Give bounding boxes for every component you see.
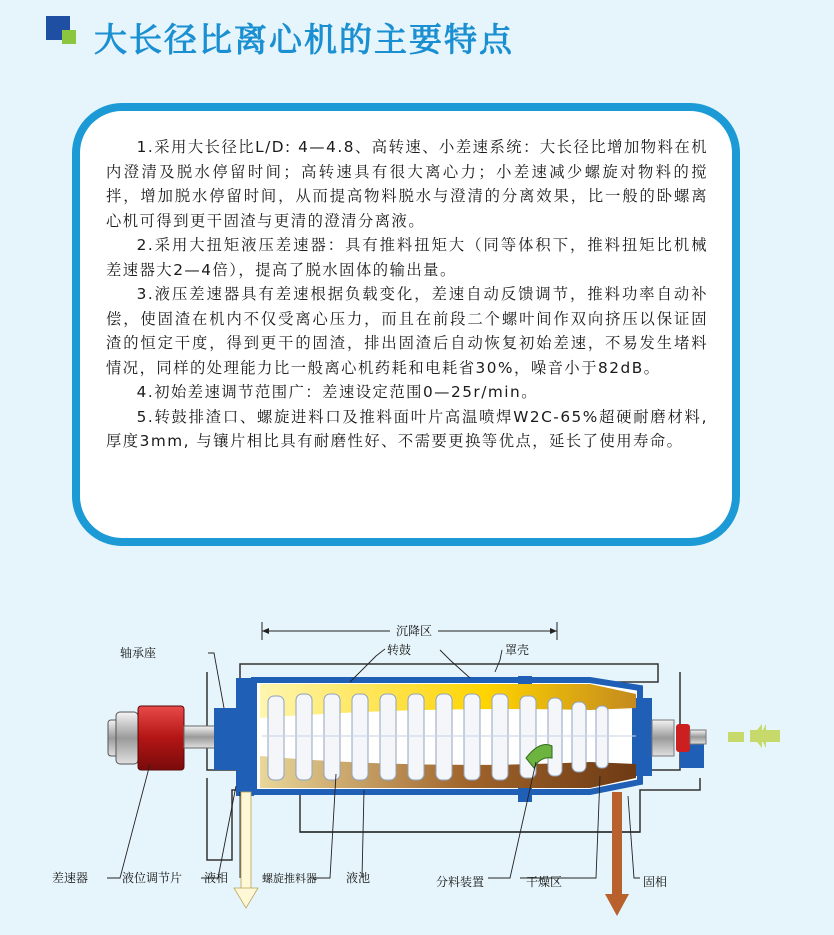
differential-label: 差速器 — [52, 871, 89, 885]
title-bullet-green — [62, 30, 76, 44]
centrifuge-diagram — [0, 560, 834, 935]
header — [0, 0, 834, 80]
bowl-label: 转鼓 — [387, 643, 412, 657]
feature-paragraph: 2.采用大扭矩液压差速器：具有推料扭矩大（同等体积下，推料扭矩比机械差速器大2—4倍），提高了脱水固体的输出量。 — [106, 236, 708, 279]
distributor-label: 分料装置 — [436, 875, 485, 889]
page-title: 大长径比离心机的主要特点 — [94, 20, 514, 59]
feature-paragraph: 1.采用大长径比L/D: 4—4.8、高转速、小差速系统：大长径比增加物料在机内澄清及脱水停留时间；高转速具有很大离心力；小差速减少螺旋对物料的搅拌，增加脱水停留时间，从而提高物料脱水与澄清的分离效果，比一般的卧螺离心机可得到更干固渣与更清的澄清分离液。 — [106, 138, 708, 230]
feature-paragraph: 5.转鼓排渣口、螺旋进料口及推料面叶片高温喷焊W2C-65%超硬耐磨材料,厚度3mm, 与镶片相比具有耐磨性好、不需要更换等优点，延长了使用寿命。 — [106, 407, 708, 450]
level-plate-label: 液位调节片 — [122, 871, 183, 885]
liquid-phase-label: 液相 — [204, 871, 229, 885]
drying-zone-label: 干燥区 — [526, 875, 563, 889]
feed-inlet-arrows — [728, 724, 780, 748]
casing-label: 罩壳 — [505, 643, 530, 657]
bearing-seat-left — [214, 708, 236, 770]
differential-assembly — [108, 706, 216, 770]
feature-paragraph: 3.液压差速器具有差速根据负载变化，差速自动反馈调节，推料功率自动补偿，使固渣在机内不仅受离心压力，而且在前段二个螺叶间作双向挤压以保证固渣的恒定干度，得到更干的固渣，排出固渣后自动恢复初始差速，不易发生堵料情况，同样的处理能力比一般离心机药耗和电耗省30%，噪音小于82dB。 — [106, 285, 708, 377]
bearing-seat-label: 轴承座 — [120, 646, 157, 660]
liquid-phase-outlet-arrow — [234, 792, 258, 908]
settling-zone-label: 沉降区 — [395, 624, 433, 638]
features-card — [72, 103, 740, 546]
solid-phase-outlet-arrow — [605, 792, 629, 916]
features-text — [106, 135, 708, 454]
liquid-pool-label: 液池 — [346, 871, 371, 885]
feature-paragraph: 4.初始差速调节范围广：差速设定范围0—25r/min。 — [136, 383, 539, 401]
screw-pusher-label: 螺旋推料器 — [262, 872, 317, 885]
solid-phase-label: 固相 — [643, 875, 668, 889]
